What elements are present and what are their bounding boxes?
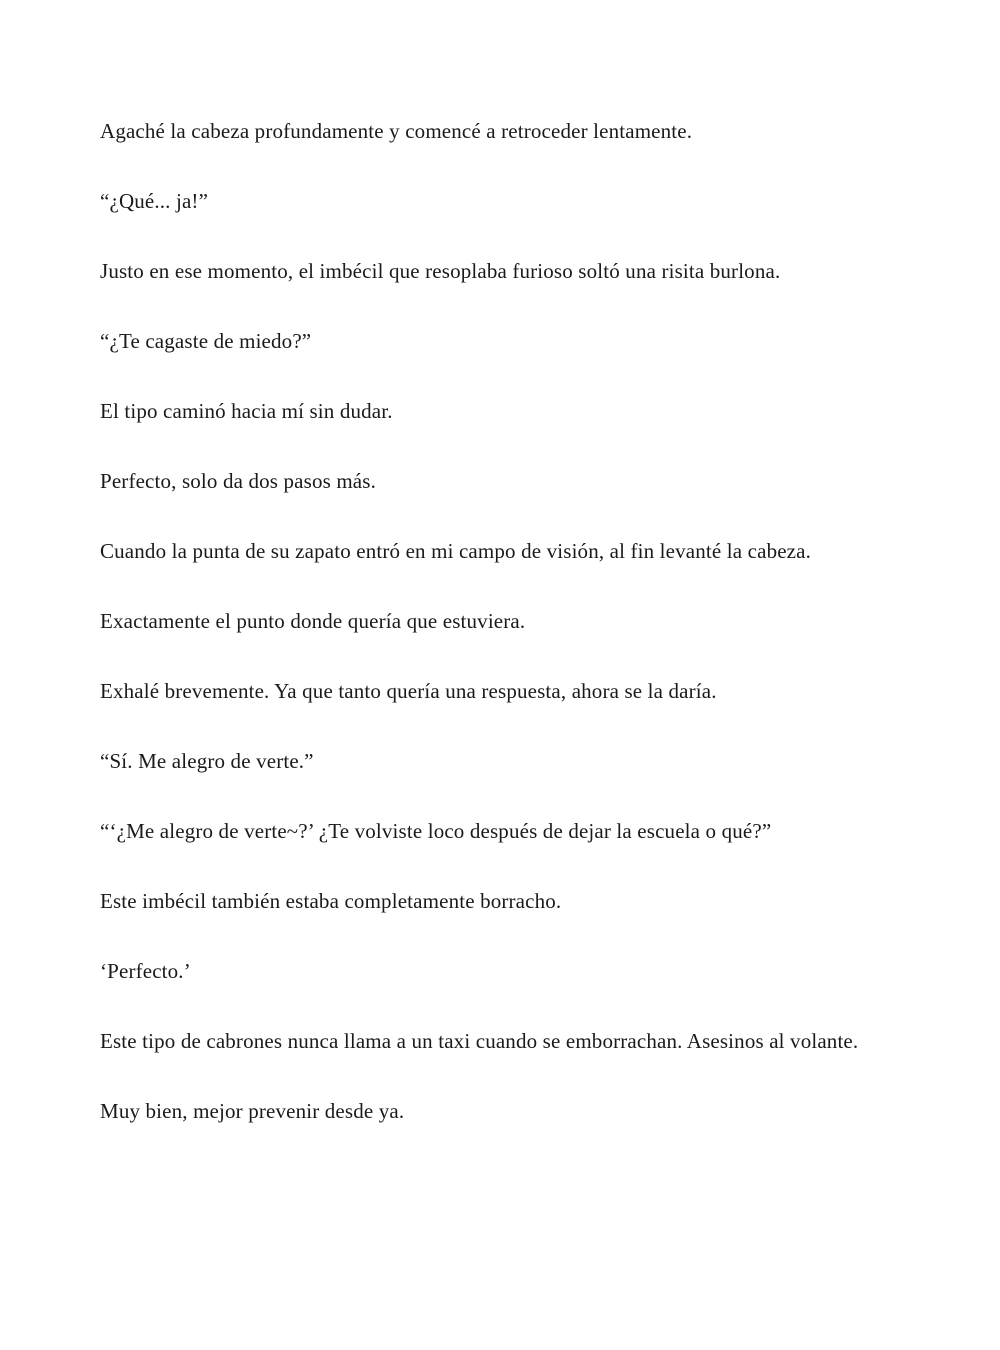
paragraph: El tipo caminó hacia mí sin dudar. [100, 399, 393, 423]
paragraph: “¿Qué... ja!” [100, 189, 209, 213]
paragraph: ‘Perfecto.’ [100, 959, 191, 983]
paragraph: Perfecto, solo da dos pasos más. [100, 469, 377, 493]
paragraph: Agaché la cabeza profundamente y comencé a retroceder lentamente. [100, 119, 693, 143]
document-body [100, 114, 900, 1164]
paragraph: Exactamente el punto donde quería que estuviera. [100, 609, 526, 633]
paragraph: “Sí. Me alegro de verte.” [100, 749, 314, 773]
paragraph: Muy bien, mejor prevenir desde ya. [100, 1099, 405, 1123]
paragraph: Este tipo de cabrones nunca llama a un taxi cuando se emborrachan. Asesinos al volante. [100, 1029, 859, 1053]
paragraph: “‘¿Me alegro de verte~?’ ¿Te volviste loco después de dejar la escuela o qué?” [100, 819, 772, 843]
paragraph: Exhalé brevemente. Ya que tanto quería una respuesta, ahora se la daría. [100, 679, 717, 703]
paragraph: Cuando la punta de su zapato entró en mi campo de visión, al fin levanté la cabeza. [100, 539, 812, 563]
paragraph: Justo en ese momento, el imbécil que resoplaba furioso soltó una risita burlona. [100, 259, 781, 283]
paragraph: Este imbécil también estaba completamente borracho. [100, 889, 562, 913]
paragraph: “¿Te cagaste de miedo?” [100, 329, 312, 353]
